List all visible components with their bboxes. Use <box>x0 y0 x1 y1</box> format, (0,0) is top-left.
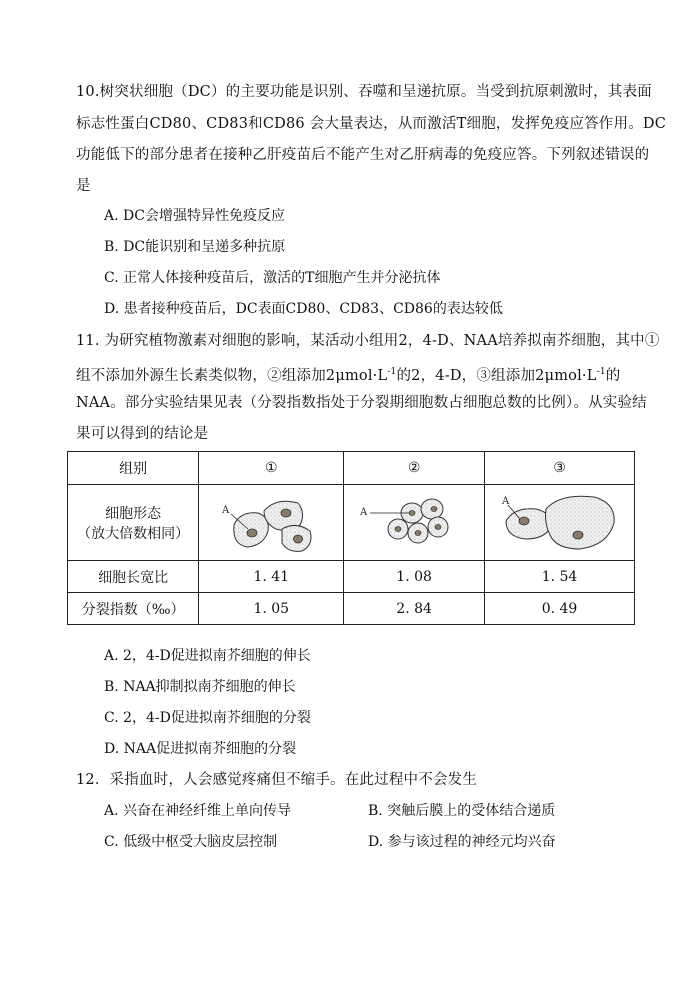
morphology-group-1 <box>199 485 344 561</box>
table-row-morphology <box>68 485 635 561</box>
ratio-label: 细胞长宽比 <box>68 561 199 593</box>
q12-option-d[interactable]: D. 参与该过程的神经元均兴奋 <box>368 834 556 850</box>
table-row-division-index <box>68 593 635 625</box>
q12-option-a[interactable]: A. 兴奋在神经纤维上单向传导 <box>104 803 292 819</box>
morphology-label-line-1: 细胞形态 <box>105 505 162 522</box>
q11-stem-line-1: 11. 为研究植物激素对细胞的影响，某活动小组用2，4-D、NAA培养拟南芥细胞，其中① <box>76 333 660 349</box>
q11-stem-line-3: NAA。部分实验结果见表（分裂指数指处于分裂期细胞数占细胞总数的比例）。从实验结 <box>76 395 647 411</box>
morphology-group-2 <box>344 485 485 561</box>
table-header-row <box>68 452 635 485</box>
morphology-label <box>68 485 199 561</box>
index-group-2: 2. 84 <box>344 593 485 625</box>
q11-stem-line-2 <box>76 362 620 386</box>
q10-stem-line-3: 功能低下的部分患者在接种乙肝疫苗后不能产生对乙肝病毒的免疫应答。下列叙述错误的 <box>76 147 650 163</box>
q12-option-b[interactable]: B. 突触后膜上的受体结合递质 <box>368 803 556 819</box>
q11-unit-superscript-1: -1 <box>387 367 397 377</box>
table-row-ratio <box>68 561 635 593</box>
q10-stem-line-2: 标志性蛋白CD80、CD83和CD86 会大量表达，从而激活T细胞，发挥免疫应答作用。DC <box>76 116 667 132</box>
cell-marker-label-3: A <box>501 495 509 507</box>
q11-option-d[interactable]: D. NAA促进拟南芥细胞的分裂 <box>104 741 297 757</box>
q11-stem-line-2-part-b: 的2，4-D，③组添加2μmol·L <box>396 367 597 384</box>
index-group-1: 1. 05 <box>199 593 344 625</box>
q10-stem-line-1: 10.树突状细胞（DC）的主要功能是识别、吞噬和呈递抗原。当受到抗原刺激时，其表面 <box>76 84 652 100</box>
q11-option-c[interactable]: C. 2，4-D促进拟南芥细胞的分裂 <box>104 710 311 726</box>
q10-option-a[interactable]: A. DC会增强特异性免疫反应 <box>104 208 285 224</box>
cell-marker-label-2: A <box>360 506 368 518</box>
morphology-group-3 <box>485 485 635 561</box>
q11-results-table <box>67 451 635 625</box>
ratio-group-3: 1. 54 <box>485 561 635 593</box>
header-group: 组别 <box>68 452 199 485</box>
q10-option-c[interactable]: C. 正常人体接种疫苗后，激活的T细胞产生并分泌抗体 <box>104 270 441 286</box>
q10-option-b[interactable]: B. DC能识别和呈递多种抗原 <box>104 239 286 255</box>
cell-image-group-3 <box>490 491 630 555</box>
ratio-group-2: 1. 08 <box>344 561 485 593</box>
morphology-label-line-2: （放大倍数相同） <box>77 525 190 542</box>
q10-stem-line-4: 是 <box>76 178 91 194</box>
q11-stem-line-4: 果可以得到的结论是 <box>76 426 209 442</box>
q11-unit-superscript-2: -1 <box>596 367 606 377</box>
index-group-3: 0. 49 <box>485 593 635 625</box>
q11-option-b[interactable]: B. NAA抑制拟南芥细胞的伸长 <box>104 679 296 695</box>
q11-stem-line-2-part-c: 的 <box>605 367 621 384</box>
header-group-2: ② <box>344 452 485 485</box>
header-group-1: ① <box>199 452 344 485</box>
q11-option-a[interactable]: A. 2，4-D促进拟南芥细胞的伸长 <box>104 648 311 664</box>
header-group-3: ③ <box>485 452 635 485</box>
q10-option-d[interactable]: D. 患者接种疫苗后，DC表面CD80、CD83、CD86的表达较低 <box>104 301 503 317</box>
ratio-group-1: 1. 41 <box>199 561 344 593</box>
index-label: 分裂指数（‰） <box>68 593 199 625</box>
cell-image-group-1 <box>206 491 336 555</box>
q12-option-c[interactable]: C. 低级中枢受大脑皮层控制 <box>104 834 278 850</box>
q11-stem-line-2-part-a: 组不添加外源生长素类似物，②组添加2μmol·L <box>76 367 388 384</box>
q12-stem: 12．采指血时，人会感觉疼痛但不缩手。在此过程中不会发生 <box>76 772 478 788</box>
cell-image-group-2 <box>354 491 474 555</box>
cell-marker-label-1: A <box>222 504 230 516</box>
